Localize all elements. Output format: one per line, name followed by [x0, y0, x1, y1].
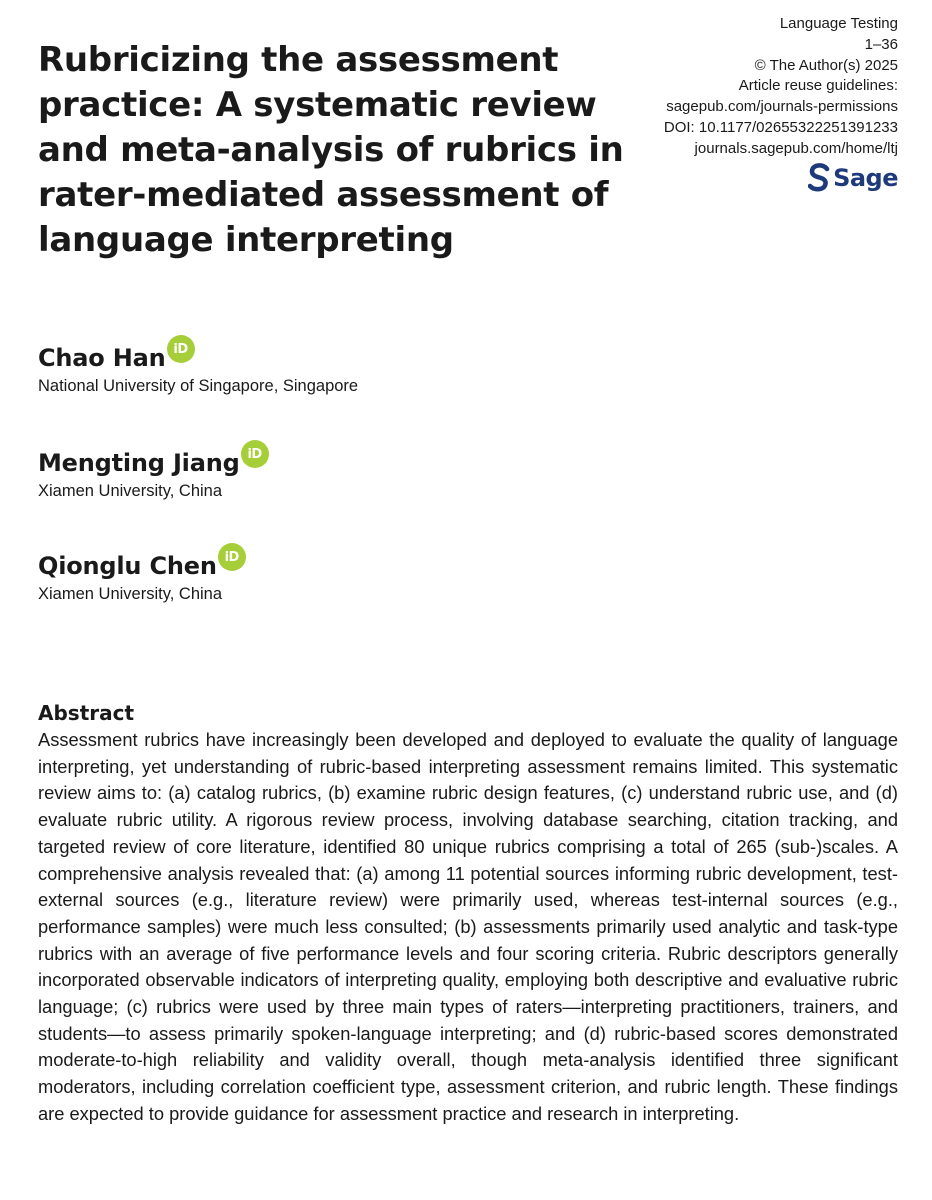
journal-name: Language Testing — [779, 15, 898, 32]
journal-homepage-link[interactable]: journals.sagepub.com/home/ltj — [694, 139, 898, 157]
doi-link[interactable]: DOI: 10.1177/02655322251391233 — [663, 118, 898, 136]
orcid-icon[interactable]: iD — [241, 440, 269, 468]
author-block-1 — [38, 343, 358, 397]
author-block-2 — [38, 448, 269, 502]
copyright-line: © The Author(s) 2025 — [754, 56, 898, 74]
journal-meta — [578, 14, 898, 160]
orcid-icon[interactable]: iD — [218, 543, 246, 571]
abstract-text: Assessment rubrics have increasingly been developed and deployed to evaluate the quality of language interpreting, yet understanding of rubric-based interpreting assessment remains limited. This systematic review aims to: (a) catalog rubrics, (b) examine rubric design features, (c) understand rubric use, and (d) evaluate rubric utility. A rigorous review process, involving database searching, citation tracking, and targeted review of core literature, identified 80 unique rubrics comprising a total of 265 (sub-)scales. A comprehensive analysis revealed that: (a) among 11 potential sources informing rubric development, test-external sources (e.g., literature review) were primarily used, whereas test-internal sources (e.g., performance samples) were much less consulted; (b) assessments primarily used analytic and task-type rubrics with an average of five performance levels and four scoring criteria. Rubric descriptors generally incorporated observable indicators of interpreting quality, employing both descriptive and evaluative rubric language; (c) rubrics were used by three main types of raters—interpreting practitioners, trainers, and students—to assess primarily spoken-language interpreting; and (d) rubric-based scores demonstrated moderate-to-high reliability and validity overall, though meta-analysis identified three significant moderators, including correlation coefficient type, assessment criterion, and rubric length. These findings are expected to provide guidance for assessment practice and research in interpreting. — [38, 729, 898, 1124]
page-range: 1–36 — [864, 35, 898, 53]
author-block-3 — [38, 551, 246, 605]
sage-wordmark: Sage — [833, 164, 898, 192]
abstract-heading: Abstract — [38, 701, 135, 725]
article-title: Rubricizing the assessment practice: A systematic review and meta-analysis of rubrics in rater-mediated assessment of language interpreting — [38, 40, 624, 260]
sage-s-icon — [808, 163, 830, 193]
reuse-guidelines-link[interactable]: sagepub.com/journals-permissions — [666, 98, 898, 116]
author-affiliation: National University of Singapore, Singapore — [38, 377, 359, 395]
author-affiliation: Xiamen University, China — [38, 482, 223, 500]
reuse-guidelines-label: Article reuse guidelines: — [738, 77, 898, 95]
author-name: Qionglu Chen — [38, 552, 217, 580]
sage-logo[interactable] — [808, 163, 898, 193]
author-name: Mengting Jiang — [38, 449, 240, 477]
author-affiliation: Xiamen University, China — [38, 585, 223, 603]
author-name: Chao Han — [38, 344, 166, 372]
orcid-icon[interactable]: iD — [167, 335, 195, 363]
